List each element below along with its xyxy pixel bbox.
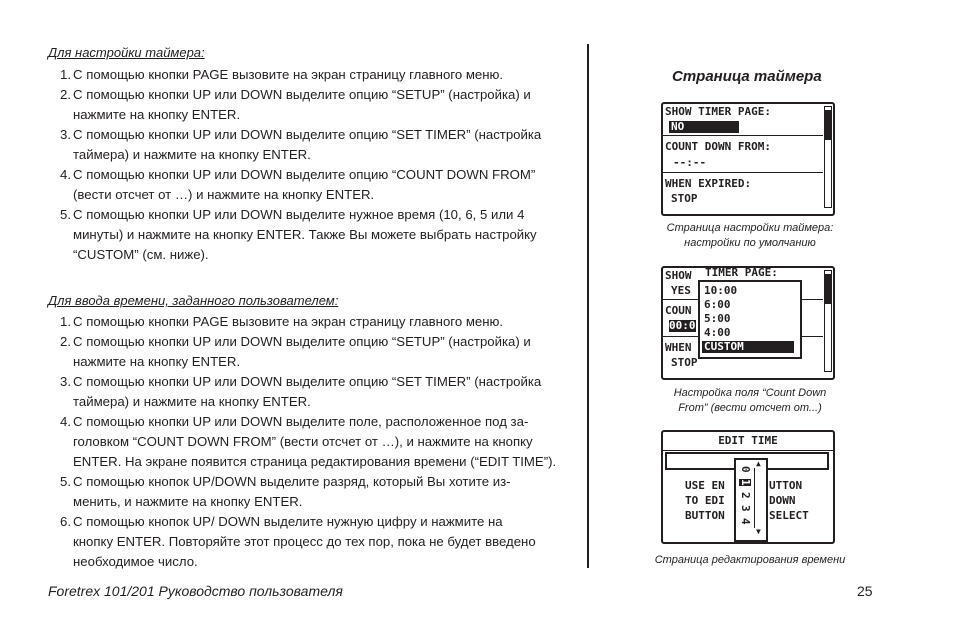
bg-show-label: SHOW xyxy=(665,269,692,282)
list-item: 1. С помощью кнопки PAGE вызовите на экран страницу главного меню. xyxy=(60,67,504,82)
divider xyxy=(663,450,833,451)
when-expired-value: STOP xyxy=(671,192,698,205)
digit-picker[interactable] xyxy=(734,458,768,542)
timer-settings-caption: Страница настройки таймера: настройки по умолчанию xyxy=(666,222,834,249)
bg-stop: STOP xyxy=(671,356,698,369)
timer-settings-screen xyxy=(661,102,835,216)
option-item[interactable]: 5:00 xyxy=(704,312,731,325)
list-item: 5. С помощью кнопки UP или DOWN выделите нужное время (10, 6, 5 или 4 минуты) и нажмите на кнопку ENTER. Также Вы можете выбрать настройку “CUSTOM” (см. ниже). xyxy=(60,207,537,262)
down-arrow-icon: ▼ xyxy=(756,527,761,536)
section2-title: Для ввода времени, заданного пользователем: xyxy=(48,293,339,308)
edit-time-screen xyxy=(661,430,835,544)
bg-count-value: 00:0 xyxy=(669,319,696,332)
show-timer-value: NO xyxy=(669,121,739,133)
bg-when: WHEN xyxy=(665,341,692,354)
list-item: 4. С помощью кнопки UP или DOWN выделите поле, расположенное под за- головком “COUNT DOWN FROM” (вести отсчет от …), и нажмите на кнопку ENTER. На экране появится страница редактирования времени (“EDIT TIME”). xyxy=(60,414,557,469)
edit-time-caption: Страница редактирования времени xyxy=(654,554,846,566)
scrollbar-thumb xyxy=(825,110,831,140)
list-item: 3. С помощью кнопки UP или DOWN выделите опцию “SET TIMER” (настройка таймера) и нажмите на кнопку ENTER. xyxy=(60,374,542,409)
instruction-line: UTTON xyxy=(769,479,803,492)
section1-steps xyxy=(48,65,568,265)
page-number: 25 xyxy=(857,583,873,599)
digit-option[interactable]: 4 xyxy=(739,518,752,525)
list-item: 5. С помощью кнопок UP/DOWN выделите разряд, который Вы хотите из- менить, и нажмите на кнопку ENTER. xyxy=(60,474,511,509)
column-divider xyxy=(587,44,589,568)
option-item-selected[interactable]: CUSTOM xyxy=(702,341,794,353)
bg-count: COUN xyxy=(665,304,692,317)
picker-track xyxy=(754,468,755,528)
option-item[interactable]: 4:00 xyxy=(704,326,731,339)
footer-title: Foretrex 101/201 Руководство пользователя xyxy=(48,583,343,599)
instruction-line: TO EDI xyxy=(685,494,725,507)
show-timer-label: SHOW TIMER PAGE: xyxy=(665,105,771,118)
count-down-caption: Настройка поля “Count Down From” (вести отсчет от...) xyxy=(673,387,827,414)
instruction-line: DOWN xyxy=(769,494,796,507)
bg-title: TIMER PAGE: xyxy=(705,266,778,279)
divider xyxy=(663,135,823,136)
list-item: 1. С помощью кнопки PAGE вызовите на экран страницу главного меню. xyxy=(60,314,504,329)
list-item: 3. С помощью кнопки UP или DOWN выделите опцию “SET TIMER” (настройка таймера) и нажмите на кнопку ENTER. xyxy=(60,127,542,162)
list-item: 6. С помощью кнопок UP/ DOWN выделите нужную цифру и нажмите на кнопку ENTER. Повторяйте этот процесс до тех пор, пока не будет введено необходимое число. xyxy=(60,514,536,569)
edit-time-title: EDIT TIME xyxy=(718,434,778,447)
digit-option[interactable]: 2 xyxy=(739,492,752,499)
option-item[interactable]: 10:00 xyxy=(704,284,738,297)
count-down-value: --:-- xyxy=(673,156,707,169)
list-item: 2. С помощью кнопки UP или DOWN выделите опцию “SETUP” (настройка) и нажмите на кнопку ENTER. xyxy=(60,87,531,122)
digit-option-selected[interactable]: 1 xyxy=(739,479,752,486)
list-item: 4. С помощью кнопки UP или DOWN выделите опцию “COUNT DOWN FROM” (вести отсчет от …) и нажмите на кнопку ENTER. xyxy=(60,167,536,202)
count-down-options-screen xyxy=(661,266,835,380)
when-expired-label: WHEN EXPIRED: xyxy=(665,177,752,190)
divider xyxy=(663,172,823,173)
option-item[interactable]: 6:00 xyxy=(704,298,731,311)
instruction-line: USE EN xyxy=(685,479,725,492)
list-item: 2. С помощью кнопки UP или DOWN выделите опцию “SETUP” (настройка) и нажмите на кнопку ENTER. xyxy=(60,334,531,369)
scrollbar-thumb xyxy=(825,274,831,304)
count-down-label: COUNT DOWN FROM: xyxy=(665,140,771,153)
count-down-options-popup xyxy=(698,280,802,359)
digit-option[interactable]: 0 xyxy=(739,466,752,473)
bg-yes: YES xyxy=(671,284,691,297)
instruction-line: BUTTON xyxy=(685,509,725,522)
section1-title: Для настройки таймера: xyxy=(48,45,205,60)
digit-option[interactable]: 3 xyxy=(739,505,752,512)
up-arrow-icon: ▲ xyxy=(756,459,761,468)
section2-steps xyxy=(48,312,568,572)
instruction-line: SELECT xyxy=(769,509,809,522)
timer-page-heading: Страница таймера xyxy=(672,68,822,85)
